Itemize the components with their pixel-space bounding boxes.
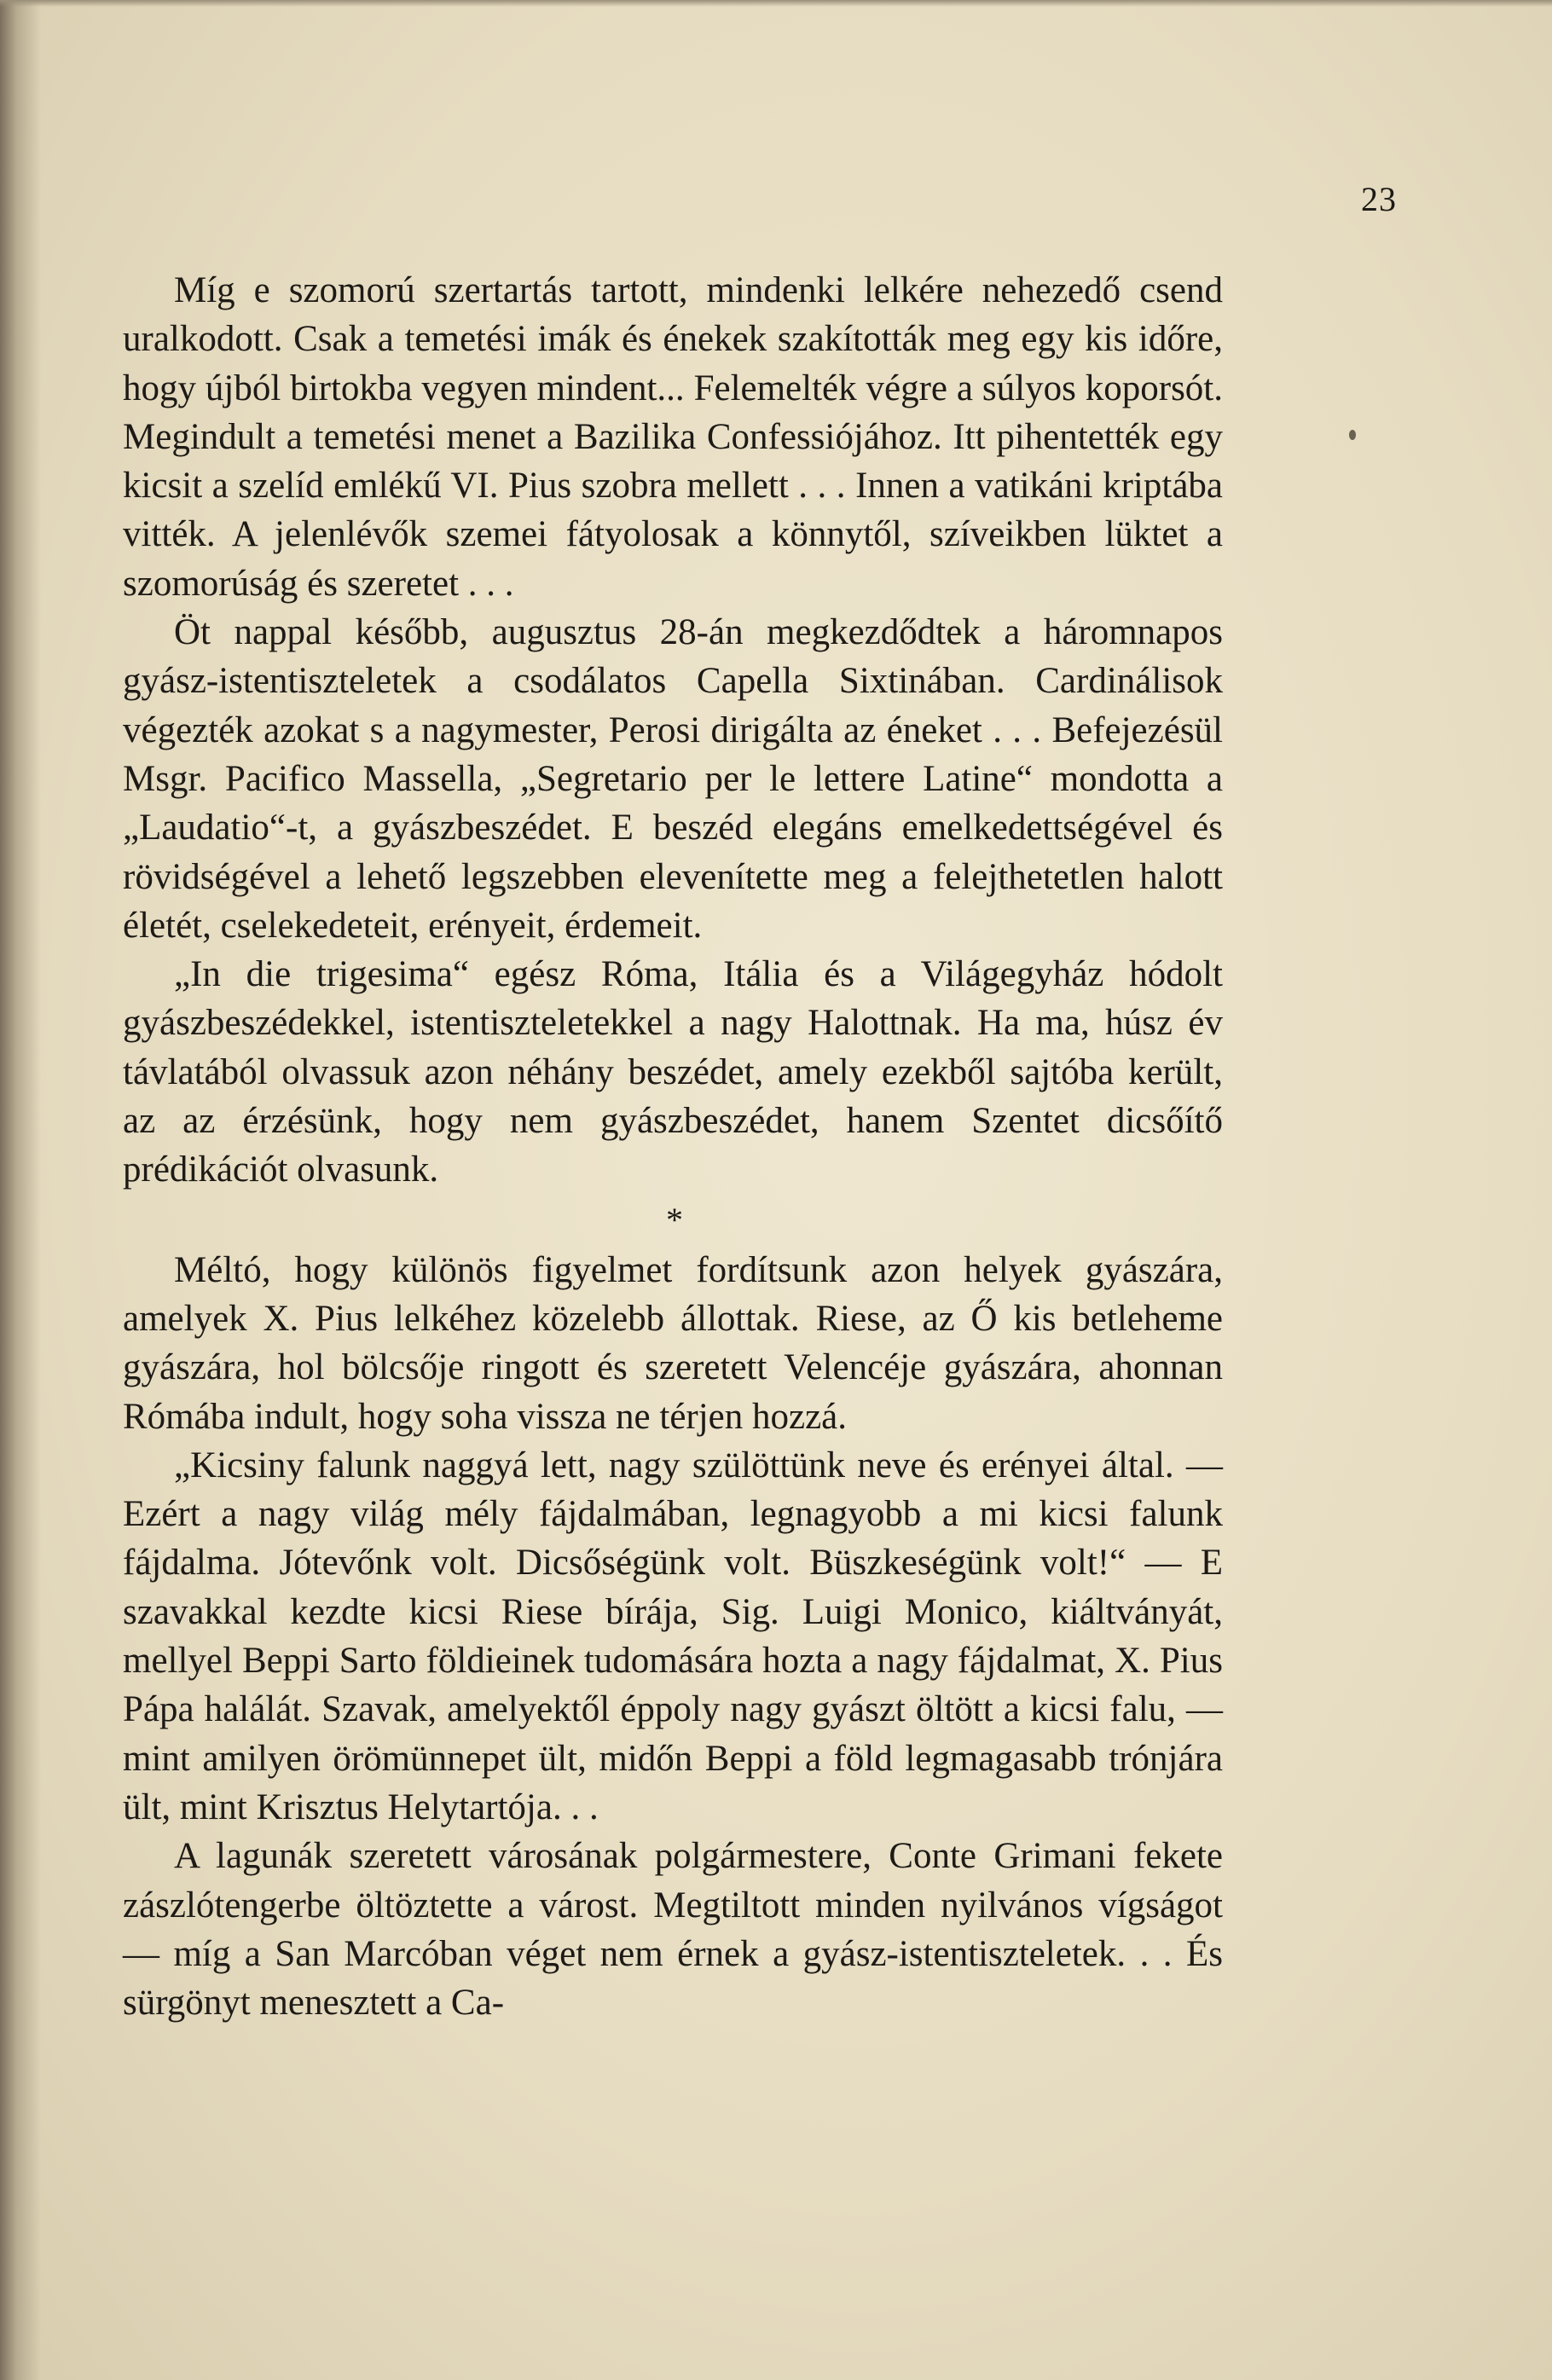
body-text	[123, 266, 1223, 2027]
ink-speck	[1349, 430, 1356, 440]
section-separator: *	[666, 1200, 683, 1239]
page-number: 23	[1361, 180, 1397, 218]
paragraph-6: A lagunák szeretett városának polgármestere, Conte Grimani fekete zászlótengerbe öltöztette a várost. Megtiltott minden nyilvános vígságot — míg a San Marcóban véget nem érnek a gyász-istentiszteletek. . . És sürgönyt menesztett a Ca-	[123, 1836, 1223, 2024]
paragraph-4: Méltó, hogy különös figyelmet fordítsunk azon helyek gyászára, amelyek X. Pius lelkéhez közelebb állottak. Riese, az Ő kis betleheme gyászára, hol bölcsője ringott és szeretett Velencéje gyászára, ahonnan Rómába indult, hogy soha vissza ne térjen hozzá.	[123, 1249, 1223, 1437]
top-edge-shadow	[0, 0, 1552, 7]
spine-shadow	[0, 0, 41, 2380]
paragraph-5: „Kicsiny falunk naggyá lett, nagy szülöttünk neve és erényei által. — Ezért a nagy világ mély fájdalmában, legnagyobb a mi kicsi falunk fájdalma. Jótevőnk volt. Dicsőségünk volt. Büszkeségünk volt!“ — E szavakkal kezdte kicsi Riese bírája, Sig. Luigi Monico, kiáltványát, mellyel Beppi Sarto földieinek tudomására hozta a nagy fájdalmat, X. Pius Pápa halálát. Szavak, amelyektől éppoly nagy gyászt öltött a kicsi falu, — mint amilyen örömünnepet ült, midőn Beppi a föld legmagasabb trónjára ült, mint Krisztus Helytartója. . .	[123, 1445, 1223, 1827]
paragraph-3: „In die trigesima“ egész Róma, Itália és a Világegyház hódolt gyászbeszédekkel, istentiszteletekkel a nagy Halottnak. Ha ma, húsz év távlatából olvassuk azon néhány beszédet, amely ezekből sajtóba került, az az érzésünk, hogy nem gyászbeszédet, hanem Szentet dicsőítő prédikációt olvasunk.	[123, 954, 1223, 1190]
paragraph-1: Míg e szomorú szertartás tartott, mindenki lelkére nehezedő csend uralkodott. Csak a temetési imák és énekek szakították meg egy kis időre, hogy újból birtokba vegyen mindent... Felemelték végre a súlyos koporsót. Megindult a temetési menet a Bazilika Confessiójához. Itt pihentették egy kicsit a szelíd emlékű VI. Pius szobra mellett . . . Innen a vatikáni kriptába vitték. A jelenlévők szemei fátyolosak a könnytől, szíveikben lüktet a szomorúság és szeretet . . .	[123, 270, 1223, 604]
paragraph-2: Öt nappal később, augusztus 28-án megkezdődtek a háromnapos gyász-istentiszteletek a csodálatos Capella Sixtinában. Cardinálisok végezték azokat s a nagymester, Perosi dirigálta az éneket . . . Befejezésül Msgr. Pacifico Massella, „Segretario per le lettere Latine“ mondotta a „Laudatio“-t, a gyászbeszédet. E beszéd elegáns emelkedettségével és rövidségével a lehető legszebben elevenítette meg a felejthetetlen halott életét, cselekedeteit, erényeit, érdemeit.	[123, 612, 1223, 946]
